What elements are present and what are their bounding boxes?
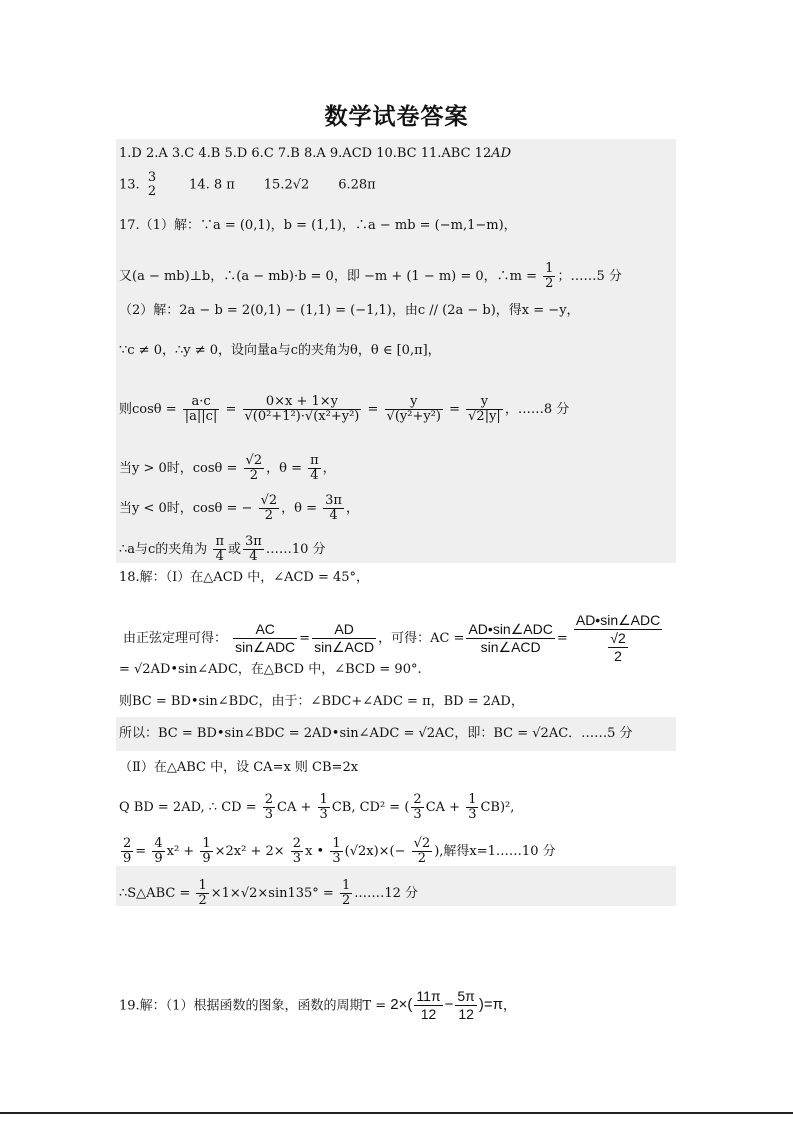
q18-vec-frac-1: [263, 793, 275, 822]
q17-conclusion-f2-den: 4: [249, 549, 258, 564]
q17-conclusion-f1-num: π: [215, 534, 224, 549]
q17-line-1: 17.（1）解：∵a = (0,1)，b = (1,1)，∴a − mb = (−m,1−m)，: [119, 218, 517, 233]
q17-case-neg-den: 2: [264, 508, 273, 523]
q17-line-5: 则cosθ = $\frac{a\cdot c}{|a||c|}$ = $\frac{0\times x + 1\times y}{\text{√(0²+1²)·√(x²+y²)}}$ = $\frac{y}{\text{√(y²+y²)}}$ = $\frac{y}{√2|y|}$ ，……8 分: [119, 394, 570, 424]
q19-lead: 19.解：（1）根据函数的图象，函数的周期T =: [119, 998, 387, 1014]
q18-ratio-3-num: AD•sin∠ADC: [468, 621, 553, 637]
q18-eq-f2-den: 9: [154, 851, 163, 866]
choice-answers: [119, 146, 511, 162]
q17-case-neg-angle-num: 3π: [325, 493, 342, 508]
q17-case-pos-num: √2: [245, 453, 263, 468]
q17-line-6: 当y > 0时，cosθ = $\frac{√2}{2}$ ，θ = $\frac{\pi}{4}$ ，: [119, 453, 336, 483]
q18-eq-f3-num: 1: [202, 836, 211, 851]
q17-line-2-tail: ；……5 分: [557, 269, 622, 284]
q19-f1-num: 11π: [416, 988, 441, 1004]
q19-period-expr: [390, 988, 503, 1022]
q18-line-9: [119, 879, 418, 908]
q18-eq-frac-6: [412, 837, 433, 866]
q17-cos-frac-2: [243, 395, 362, 424]
q18-ratio-4-den-num: √2: [610, 630, 626, 646]
q17-case-neg-angle-den: 4: [329, 508, 338, 523]
q19-frac-2: [455, 988, 476, 1023]
q18-vector-lead: Q BD = 2AD, ∴ CD =: [119, 800, 257, 815]
q18-eq-f4-num: 2: [292, 836, 302, 851]
q18-ratio-1: [233, 621, 297, 656]
q17-case-pos-angle-den: 4: [310, 468, 319, 483]
q18-line-5: 所以：BC = BD•sin∠BDC = 2AD•sin∠ADC = √2AC，即：BC = √2AC．……5 分: [119, 726, 633, 741]
q18-ratio-4-den-den: 2: [614, 648, 622, 664]
q16-answer: 6.28π: [338, 177, 376, 193]
fill-answers: [119, 171, 376, 199]
q18-eq-m1: =: [135, 844, 147, 859]
q18-ratio-1-num: AC: [233, 621, 297, 639]
q18-area-mid: ×1×√2×sin135° =: [210, 886, 334, 901]
q17-line-4: ∵c ≠ 0，∴y ≠ 0，设向量a与c的夹角为θ，θ ∈ [0,π]，: [119, 343, 441, 358]
q18-vec-m3: CA +: [425, 800, 461, 815]
q19-f1-den: 12: [420, 1006, 437, 1022]
q18-eq-f6-num: √2: [413, 836, 431, 851]
q17-case-neg-text: 当y < 0时，cosθ = −: [119, 501, 253, 516]
q18-vec-f2-num: 1: [319, 792, 328, 807]
q18-vec-m1: CA +: [277, 800, 312, 815]
q18-ratio-2-den: sin∠ACD: [314, 639, 375, 655]
q18-vec-f2-den: 3: [319, 807, 328, 822]
q17-cos-frac-2-num: 0×x + 1×y: [243, 395, 362, 410]
q18-line-3: = √2AD•sin∠ADC，在△BCD 中，∠BCD = 90°.: [119, 662, 422, 677]
q17-case-pos-angle-num: π: [310, 453, 319, 468]
q18-vec-f4-den: 3: [468, 807, 477, 822]
q18-eq-frac-3: [200, 837, 212, 866]
page-title: 数学试卷答案: [324, 104, 469, 130]
q18-ratio-3-den: sin∠ACD: [480, 639, 541, 655]
q17-line-8: [119, 535, 326, 564]
q14-answer: 14. 8 π: [189, 177, 235, 193]
q18-sine-law-mid: ，可得：AC =: [378, 631, 465, 646]
q17-case-pos-den: 2: [249, 468, 258, 483]
q18-eq-f1-den: 9: [123, 851, 132, 866]
q18-area-f2-num: 1: [341, 878, 351, 893]
q15-label: 15.: [263, 177, 285, 193]
q17-case-pos-angle: [308, 454, 321, 483]
q18-eq-m5: (√2x)×(−: [344, 844, 406, 859]
q18-line-7: [119, 793, 514, 822]
q18-vec-frac-2: [318, 793, 330, 822]
q18-vec-f1-den: 3: [264, 807, 274, 822]
q17-m-num: 1: [545, 261, 554, 276]
q18-eq-f1-num: 2: [123, 836, 132, 851]
q19-f2-num: 5π: [457, 988, 475, 1004]
q18-line-4: 则BC = BD•sin∠BDC，由于：∠BDC+∠ADC = π，BD = 2AD，: [119, 694, 524, 709]
q18-eq-f4-den: 3: [292, 851, 302, 866]
q17-cos-frac-1: [183, 395, 220, 424]
q17-line-2: [119, 262, 622, 291]
q17-conclusion-f1-den: 4: [215, 549, 224, 564]
q19-frac-1: [414, 988, 442, 1023]
q18-eq-f6-den: 2: [417, 851, 427, 866]
q19-minus: −: [444, 996, 454, 1014]
q18-area-frac-1: [196, 879, 208, 908]
q17-conclusion-frac-1: [213, 535, 226, 564]
q18-vec-m2: CB, CD² = (: [331, 800, 410, 815]
q17-cos-frac-3-den: √(y²+y²): [386, 409, 441, 424]
q17-case-neg-angle: [323, 494, 344, 523]
q18-eq-m3: ×2x² + 2×: [214, 844, 285, 859]
q19-expr-b: )=π: [478, 996, 503, 1014]
q18-ratio-1-den: sin∠ADC: [235, 639, 296, 655]
q17-conclusion-frac-2: [243, 535, 264, 564]
q18-vec-m4: CB)²,: [480, 800, 515, 815]
q13-label: 13.: [119, 177, 140, 193]
q18-area-f1-den: 2: [198, 893, 207, 908]
q17-cos-frac-2-den: √(0²+1²)·√(x²+y²): [244, 409, 360, 424]
q15-value: 2√2: [284, 177, 310, 193]
q17-case-neg-frac: [259, 494, 280, 523]
q17-case-pos-theta: ，θ =: [266, 461, 302, 476]
choice-answers-text: 1.D 2.A 3.C 4.B 5.D 6.C 7.B 8.A 9.ACD 10.BC 11.ABC 12: [119, 146, 492, 161]
q18-area-tail: .……12 分: [354, 886, 419, 901]
q17-conclusion-score: ……10 分: [265, 542, 326, 557]
q18-eq-f5-num: 1: [332, 836, 341, 851]
q18-eq-m2: x² +: [166, 844, 195, 859]
q17-conclusion-or: 或: [228, 542, 242, 557]
q17-cos-lead: 则cosθ =: [119, 402, 177, 417]
q18-ratio-4-den: [574, 630, 662, 665]
q18-area-frac-2: [340, 879, 352, 908]
q18-eq-frac-1: [121, 837, 133, 866]
page-bottom-rule: [0, 1112, 793, 1114]
q18-ratio-4-num: AD•sin∠ADC: [575, 612, 661, 628]
q17-line-7: 当y < 0时，cosθ = − $\frac{√2}{2}$ ，θ = $\frac{3\pi}{4}$ ，: [119, 493, 359, 523]
q17-cos-tail: ，……8 分: [504, 402, 570, 417]
q17-cos-frac-3-num: y: [385, 395, 443, 410]
q13-den: 2: [147, 184, 157, 199]
q18-vec-frac-3: [411, 793, 423, 822]
q18-area-f1-num: 1: [198, 878, 207, 893]
q17-line-2-text: 又(a − mb)⊥b，∴(a − mb)·b = 0，即 −m + (1 − m) = 0，∴m =: [119, 269, 538, 284]
q18-area-f2-den: 2: [341, 893, 351, 908]
q17-cos-frac-4: [466, 395, 503, 424]
q18-area-lead: ∴S△ABC =: [119, 886, 191, 901]
q18-sine-law-lead: 由正弦定理可得：: [123, 631, 228, 646]
q17-case-neg-theta: ，θ =: [281, 501, 317, 516]
q18-ratio-4-den-frac: [608, 630, 627, 665]
q17-case-pos-frac: [244, 454, 265, 483]
q18-eq-f5-den: 3: [332, 851, 341, 866]
q17-line-3: （2）解：2a − b = 2(0,1) − (1,1) = (−1,1)，由c // (2a − b)，得x = −y，: [119, 303, 580, 318]
q18-ratio-2-num: AD: [312, 621, 376, 639]
q17-conclusion-f2-num: 3π: [245, 534, 262, 549]
q18-vec-f1-num: 2: [264, 792, 274, 807]
q18-eq-f2-num: 4: [154, 836, 163, 851]
q13-num: 3: [147, 170, 157, 185]
q17-cos-frac-1-den: |a||c|: [184, 409, 218, 424]
q18-eq-frac-4: [291, 837, 303, 866]
q19-tail: ，: [502, 998, 516, 1014]
q19-expr-a: 2×(: [390, 996, 413, 1014]
q18-ratio-4: [574, 612, 662, 665]
q18-line-2: 由正弦定理可得： $\frac{AC}{\text{sin∠ADC}}$ = $\frac{AD}{\text{sin∠ACD}}$ ，可得：AC = $\frac{\text{AD•sin∠ADC}}{\text{sin∠ACD}}$ = $\frac{\text{AD•sin∠ADC}}{\frac{√2}{2}}$: [123, 612, 661, 664]
q18-vec-f3-num: 2: [413, 792, 422, 807]
q17-m-den: 2: [545, 276, 554, 291]
q17-cos-frac-1-num: a·c: [183, 395, 220, 410]
q18-line-8: [119, 837, 556, 866]
q17-m-fraction: [543, 262, 555, 291]
q17-case-pos-text: 当y > 0时，cosθ =: [119, 461, 238, 476]
q18-vec-f4-num: 1: [468, 792, 477, 807]
q19-f2-den: 12: [458, 1006, 474, 1022]
q17-case-neg-num: √2: [260, 493, 278, 508]
q13-fraction: [146, 171, 158, 199]
choice-answers-last: AD: [491, 146, 512, 161]
q17-cos-frac-4-den: √2|y|: [468, 409, 501, 424]
q17-conclusion-text: ∴a与c的夹角为: [119, 542, 208, 557]
q18-eq-frac-2: [152, 837, 164, 866]
q19-line-1: [119, 988, 516, 1023]
q18-vec-frac-4: [466, 793, 478, 822]
q17-cos-frac-3: [385, 395, 443, 424]
q18-eq-f3-den: 9: [202, 851, 211, 866]
q18-eq-m4: x •: [305, 844, 325, 859]
q18-line-6: （Ⅱ）在△ABC 中，设 CA=x 则 CB=2x: [119, 760, 359, 775]
q18-eq-frac-5: [330, 837, 342, 866]
q18-eq-tail: ),解得x=1……10 分: [434, 844, 556, 859]
q18-ratio-2: [312, 621, 376, 656]
q18-vec-f3-den: 3: [413, 807, 422, 822]
q17-cos-frac-4-num: y: [466, 395, 503, 410]
q18-line-1: 18.解：（Ⅰ）在△ACD 中，∠ACD = 45°，: [119, 570, 370, 585]
q18-ratio-3: [466, 621, 554, 656]
